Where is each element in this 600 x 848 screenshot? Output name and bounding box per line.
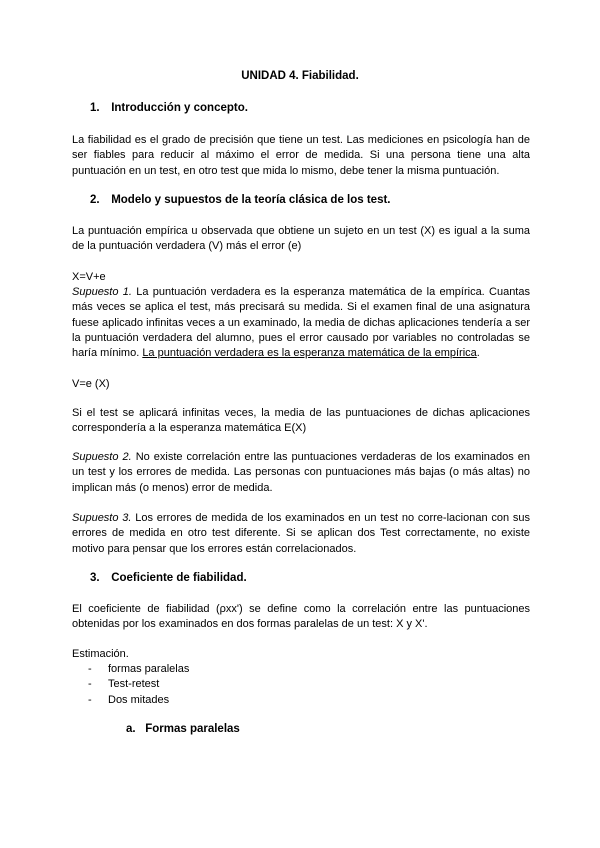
- section-number: 3.: [90, 572, 100, 584]
- subsection-heading-text: Formas paralelas: [145, 723, 240, 735]
- section-heading-2: [90, 194, 391, 206]
- list-marker: -: [88, 678, 92, 691]
- list-item-text: formas paralelas: [108, 663, 190, 675]
- paragraph-supuesto-2: [72, 450, 530, 496]
- list-item: [88, 677, 189, 692]
- list-item: [88, 693, 189, 708]
- estimacion-label: Estimación.: [72, 648, 129, 660]
- document-title: UNIDAD 4. Fiabilidad.: [241, 70, 359, 82]
- list-item-text: Dos mitades: [108, 693, 170, 706]
- formula-x-v-e: X=V+e: [72, 271, 106, 283]
- list-marker: -: [88, 693, 92, 706]
- paragraph-modelo: La puntuación empírica u observada que obtiene un sujeto en un test (X) es igual a la suma de la puntuación verdadera (V) más el error (e): [72, 225, 530, 253]
- estimation-list: [88, 662, 189, 708]
- supuesto-2-text: No existe correlación entre las puntuaciones verdaderas de los examinados en un test y los errores de medida. Las personas con puntuaciones más bajas (o más altas) no implican más (o menos) error de medida.: [72, 451, 530, 494]
- section-heading-text: Coeficiente de fiabilidad.: [111, 572, 247, 584]
- paragraph-coeficiente: El coeficiente de fiabilidad (ρxx') se define como la correlación entre las puntuaciones obtenidas por los examinados en dos formas paralelas de un test: X y X'.: [72, 603, 530, 631]
- section-number: 2.: [90, 194, 100, 206]
- supuesto-1-label: Supuesto 1.: [72, 286, 132, 298]
- list-marker: -: [88, 663, 92, 675]
- subsection-number: a.: [126, 723, 136, 735]
- paragraph-infinitas: Si el test se aplicará infinitas veces, la media de las puntuaciones de dichas aplicaciones correspondería a la esperanza matemática E(X): [72, 407, 530, 435]
- section-number: 1.: [90, 102, 100, 114]
- supuesto-1-text: La puntuación verdadera es la esperanza matemática de la empírica. Cuantas más veces se aplica el test, más precisará su medida. Si el examen final de una asignatura fuese aplicado infinitas veces a un examinado, la media de dichas aplicaciones tendería a ser la puntuación verdadera del alumno, pues el error causado por variables no controladas se haría mínimo.: [72, 286, 530, 360]
- supuesto-3-text: Los errores de medida de los examinados en un test no corre-lacionan con sus errores de medida en otro test diferente. Si se aplican dos Test correctamente, no existe motivo para pensar que los errores están correlacionados.: [72, 512, 530, 555]
- section-heading-text: Introducción y concepto.: [111, 102, 248, 114]
- supuesto-1-end: .: [476, 347, 480, 360]
- supuesto-3-label: Supuesto 3.: [72, 512, 132, 524]
- subsection-heading-a: [126, 723, 240, 735]
- paragraph-supuesto-3: [72, 511, 530, 557]
- supuesto-1-underlined: La puntuación verdadera es la esperanza matemática de la empírica: [142, 347, 477, 360]
- supuesto-2-label: Supuesto 2.: [72, 451, 132, 463]
- section-heading-1: [90, 102, 248, 114]
- list-item-text: Test-retest: [108, 678, 160, 691]
- list-item: [88, 662, 189, 677]
- formula-v-e-x: V=e (X): [72, 378, 110, 390]
- paragraph-supuesto-1: [72, 285, 530, 361]
- section-heading-text: Modelo y supuestos de la teoría clásica de los test.: [111, 194, 391, 206]
- paragraph-intro: La fiabilidad es el grado de precisión que tiene un test. Las mediciones en psicología han de ser fiables para reducir al máximo el error de medida. Si una persona tiene una alta puntuación en un test, en otro test que mida lo mismo, debe tener la misma puntuación.: [72, 134, 530, 177]
- section-heading-3: [90, 572, 247, 584]
